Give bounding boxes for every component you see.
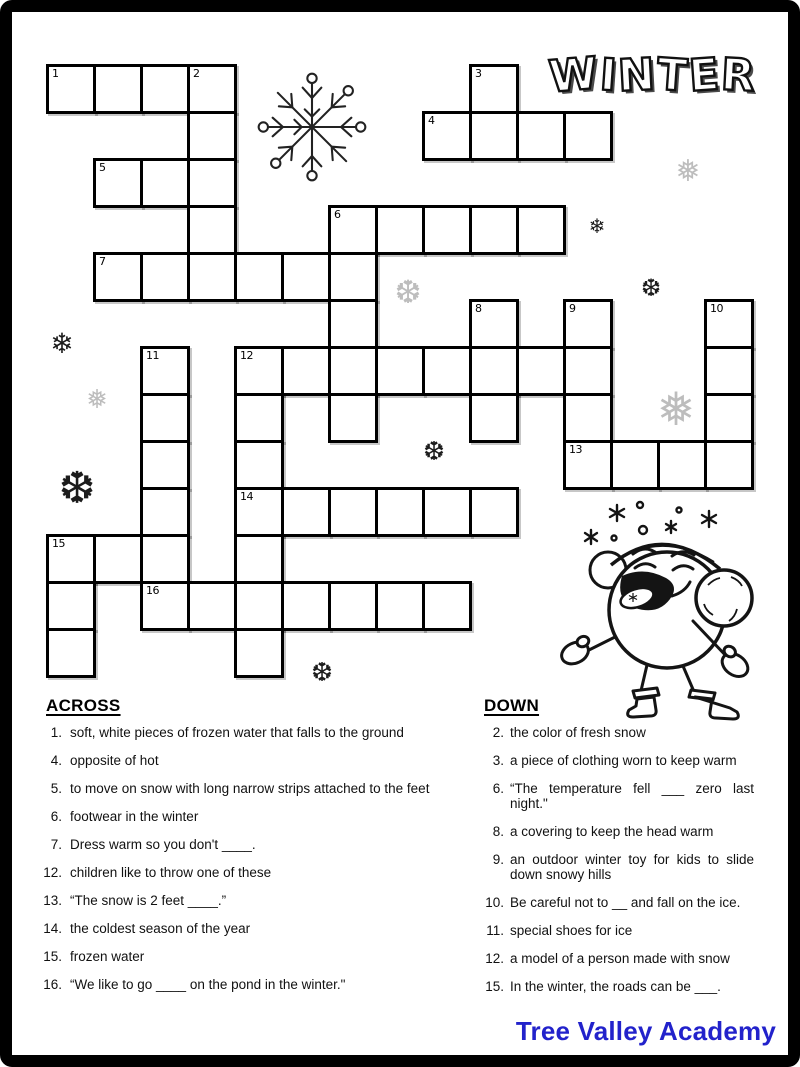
crossword-cell[interactable] bbox=[422, 487, 472, 537]
down-clue bbox=[478, 753, 754, 768]
crossword-cell[interactable] bbox=[328, 393, 378, 443]
crossword-cell[interactable] bbox=[563, 299, 613, 349]
across-clue bbox=[40, 725, 440, 740]
clue-text: Dress warm so you don't ____. bbox=[70, 837, 256, 852]
across-clue-list bbox=[40, 725, 440, 992]
clue-number: 3. bbox=[492, 753, 504, 768]
clue-number: 15. bbox=[485, 979, 504, 994]
clue-number: 16. bbox=[43, 977, 62, 992]
clue-text: frozen water bbox=[70, 949, 145, 964]
crossword-cell[interactable] bbox=[516, 346, 566, 396]
down-clue bbox=[478, 979, 754, 994]
crossword-cell[interactable] bbox=[469, 299, 519, 349]
snowflake-icon: ❆ bbox=[311, 657, 333, 687]
crossword-cell[interactable] bbox=[187, 64, 237, 114]
crossword-cell[interactable] bbox=[140, 534, 190, 584]
crossword-cell[interactable] bbox=[469, 393, 519, 443]
snowflake-icon: ❅ bbox=[86, 384, 108, 414]
crossword-cell[interactable] bbox=[140, 581, 190, 631]
across-clue bbox=[40, 865, 440, 880]
clue-number: 12. bbox=[43, 865, 62, 880]
crossword-cell[interactable] bbox=[328, 252, 378, 302]
snowflake-icon: ❅ bbox=[675, 155, 701, 188]
crossword-cell[interactable] bbox=[140, 487, 190, 537]
clue-text: special shoes for ice bbox=[510, 923, 633, 938]
crossword-cell[interactable] bbox=[422, 111, 472, 161]
cell-number: 3 bbox=[475, 67, 482, 80]
crossword-cell[interactable] bbox=[140, 64, 190, 114]
cell-number: 12 bbox=[240, 349, 253, 362]
crossword-cell[interactable] bbox=[187, 252, 237, 302]
crossword-cell[interactable] bbox=[234, 393, 284, 443]
crossword-cell[interactable] bbox=[704, 440, 754, 490]
across-header: ACROSS bbox=[46, 696, 121, 715]
crossword-cell[interactable] bbox=[46, 64, 96, 114]
cell-number: 1 bbox=[52, 67, 59, 80]
crossword-cell[interactable] bbox=[563, 346, 613, 396]
crossword-cell[interactable] bbox=[516, 111, 566, 161]
clue-text: to move on snow with long narrow strips attached to the feet bbox=[70, 781, 430, 796]
snowflake-icon: ❆ bbox=[58, 464, 96, 513]
crossword-cell[interactable] bbox=[375, 205, 425, 255]
crossword-cell[interactable] bbox=[281, 581, 331, 631]
crossword-cell[interactable] bbox=[234, 628, 284, 678]
down-clue bbox=[478, 725, 754, 740]
cell-number: 9 bbox=[569, 302, 576, 315]
crossword-cell[interactable] bbox=[610, 440, 660, 490]
crossword-cell[interactable] bbox=[328, 299, 378, 349]
down-clue bbox=[478, 895, 754, 910]
crossword-cell[interactable] bbox=[328, 205, 378, 255]
crossword-cell[interactable] bbox=[187, 205, 237, 255]
crossword-cell[interactable] bbox=[140, 158, 190, 208]
crossword-cell[interactable] bbox=[234, 581, 284, 631]
cell-number: 8 bbox=[475, 302, 482, 315]
cell-number: 15 bbox=[52, 537, 65, 550]
crossword-cell[interactable] bbox=[469, 346, 519, 396]
crossword-cell[interactable] bbox=[704, 346, 754, 396]
crossword-cell[interactable] bbox=[469, 487, 519, 537]
crossword-cell[interactable] bbox=[234, 252, 284, 302]
clue-text: “The snow is 2 feet ____.” bbox=[70, 893, 227, 908]
clue-number: 13. bbox=[43, 893, 62, 908]
worksheet-title bbox=[546, 47, 757, 104]
snowflake-icon: ❆ bbox=[640, 275, 662, 302]
crossword-cell[interactable] bbox=[469, 205, 519, 255]
crossword-cell[interactable] bbox=[375, 487, 425, 537]
clue-number: 11. bbox=[486, 923, 504, 938]
clue-text: “We like to go ____ on the pond in the winter." bbox=[70, 977, 346, 992]
crossword-cell[interactable] bbox=[422, 205, 472, 255]
title-letter: T bbox=[655, 49, 689, 102]
crossword-cell[interactable] bbox=[234, 534, 284, 584]
clue-text: the coldest season of the year bbox=[70, 921, 251, 936]
across-clue bbox=[40, 809, 440, 824]
crossword-cell[interactable] bbox=[281, 252, 331, 302]
crossword-cell[interactable] bbox=[187, 111, 237, 161]
clue-text: In the winter, the roads can be ___. bbox=[510, 979, 721, 994]
snowflake-icon: ❄ bbox=[50, 328, 74, 359]
clue-text: footwear in the winter bbox=[70, 809, 199, 824]
title-letter: I bbox=[597, 49, 618, 102]
cell-number: 16 bbox=[146, 584, 159, 597]
crossword-cell[interactable] bbox=[469, 64, 519, 114]
crossword-cell[interactable] bbox=[46, 581, 96, 631]
cell-number: 10 bbox=[710, 302, 723, 315]
crossword-cell[interactable] bbox=[563, 440, 613, 490]
clue-number: 5. bbox=[50, 781, 62, 796]
clue-text: a covering to keep the head warm bbox=[510, 824, 714, 839]
crossword-cell[interactable] bbox=[93, 252, 143, 302]
crossword-cell[interactable] bbox=[46, 534, 96, 584]
crossword-cell[interactable] bbox=[234, 487, 284, 537]
crossword-cell[interactable] bbox=[469, 111, 519, 161]
cell-number: 4 bbox=[428, 114, 435, 127]
clue-number: 9. bbox=[492, 852, 504, 867]
crossword-cell[interactable] bbox=[187, 581, 237, 631]
crossword-cell[interactable] bbox=[140, 346, 190, 396]
clue-text: Be careful not to __ and fall on the ice. bbox=[510, 895, 741, 910]
crossword-cell[interactable] bbox=[234, 440, 284, 490]
cell-number: 13 bbox=[569, 443, 582, 456]
site-branding: Tree Valley Academy bbox=[515, 1016, 776, 1046]
title-letter: R bbox=[719, 49, 757, 102]
across-clue bbox=[40, 781, 440, 796]
crossword-cell[interactable] bbox=[281, 487, 331, 537]
cell-number: 2 bbox=[193, 67, 200, 80]
down-section bbox=[478, 697, 754, 1007]
cell-number: 14 bbox=[240, 490, 253, 503]
crossword-cell[interactable] bbox=[704, 299, 754, 349]
clue-number: 10. bbox=[485, 895, 504, 910]
clue-text: soft, white pieces of frozen water that falls to the ground bbox=[70, 725, 404, 740]
snowflake-icon: ❆ bbox=[423, 436, 445, 466]
across-clue bbox=[40, 893, 440, 908]
clue-text: a model of a person made with snow bbox=[510, 951, 730, 966]
cell-number: 5 bbox=[99, 161, 106, 174]
down-clue-list bbox=[478, 725, 754, 994]
crossword-cell[interactable] bbox=[422, 346, 472, 396]
across-clue bbox=[40, 949, 440, 964]
snowflake-icon: ❄ bbox=[588, 216, 606, 238]
down-header: DOWN bbox=[484, 696, 540, 715]
down-clue bbox=[478, 852, 754, 882]
crossword-cell[interactable] bbox=[93, 158, 143, 208]
across-section bbox=[40, 697, 440, 1005]
clue-number: 12. bbox=[485, 951, 504, 966]
cell-number: 6 bbox=[334, 208, 341, 221]
clue-text: the color of fresh snow bbox=[510, 725, 646, 740]
crossword-cell[interactable] bbox=[375, 581, 425, 631]
across-clue bbox=[40, 837, 440, 852]
crossword-cell[interactable] bbox=[422, 581, 472, 631]
snowflake-icon: ❆ bbox=[394, 274, 422, 310]
clue-number: 15. bbox=[43, 949, 62, 964]
clue-number: 4. bbox=[50, 753, 62, 768]
crossword-cell[interactable] bbox=[375, 346, 425, 396]
crossword-cell[interactable] bbox=[140, 440, 190, 490]
clue-number: 14. bbox=[43, 921, 62, 936]
clue-number: 8. bbox=[492, 824, 504, 839]
clue-number: 7. bbox=[50, 837, 62, 852]
down-clue bbox=[478, 781, 754, 811]
crossword-cell[interactable] bbox=[563, 111, 613, 161]
crossword-cell[interactable] bbox=[657, 440, 707, 490]
clue-text: an outdoor winter toy for kids to slide down snowy hills bbox=[510, 852, 754, 882]
crossword-cell[interactable] bbox=[187, 158, 237, 208]
crossword-cell[interactable] bbox=[704, 393, 754, 443]
across-clue bbox=[40, 921, 440, 936]
clue-text: opposite of hot bbox=[70, 753, 159, 768]
down-clue bbox=[478, 824, 754, 839]
large-snowflake-icon bbox=[254, 69, 370, 185]
clue-text: a piece of clothing worn to keep warm bbox=[510, 753, 737, 768]
crossword-cell[interactable] bbox=[563, 393, 613, 443]
across-clue bbox=[40, 753, 440, 768]
crossword-cell[interactable] bbox=[328, 346, 378, 396]
crossword-cell[interactable] bbox=[93, 64, 143, 114]
crossword-cell[interactable] bbox=[328, 487, 378, 537]
crossword-cell[interactable] bbox=[93, 534, 143, 584]
clue-number: 6. bbox=[492, 781, 504, 796]
across-clue bbox=[40, 977, 440, 992]
title-letter: E bbox=[687, 49, 721, 102]
crossword-cell[interactable] bbox=[46, 628, 96, 678]
snowman-character bbox=[545, 497, 790, 725]
clue-text: children like to throw one of these bbox=[70, 865, 272, 880]
cell-number: 11 bbox=[146, 349, 159, 362]
clue-number: 6. bbox=[50, 809, 62, 824]
title-letter: W bbox=[546, 47, 600, 104]
title-letter: N bbox=[616, 49, 657, 102]
clue-text: “The temperature fell ___ zero last night." bbox=[510, 781, 754, 811]
down-clue bbox=[478, 951, 754, 966]
down-clue bbox=[478, 923, 754, 938]
snowflake-icon: ❅ bbox=[656, 383, 696, 435]
crossword-cell[interactable] bbox=[328, 581, 378, 631]
crossword-cell[interactable] bbox=[281, 346, 331, 396]
crossword-cell[interactable] bbox=[516, 205, 566, 255]
clue-number: 2. bbox=[492, 725, 504, 740]
crossword-cell[interactable] bbox=[140, 252, 190, 302]
clue-number: 1. bbox=[50, 725, 62, 740]
crossword-cell[interactable] bbox=[140, 393, 190, 443]
cell-number: 7 bbox=[99, 255, 106, 268]
crossword-cell[interactable] bbox=[234, 346, 284, 396]
